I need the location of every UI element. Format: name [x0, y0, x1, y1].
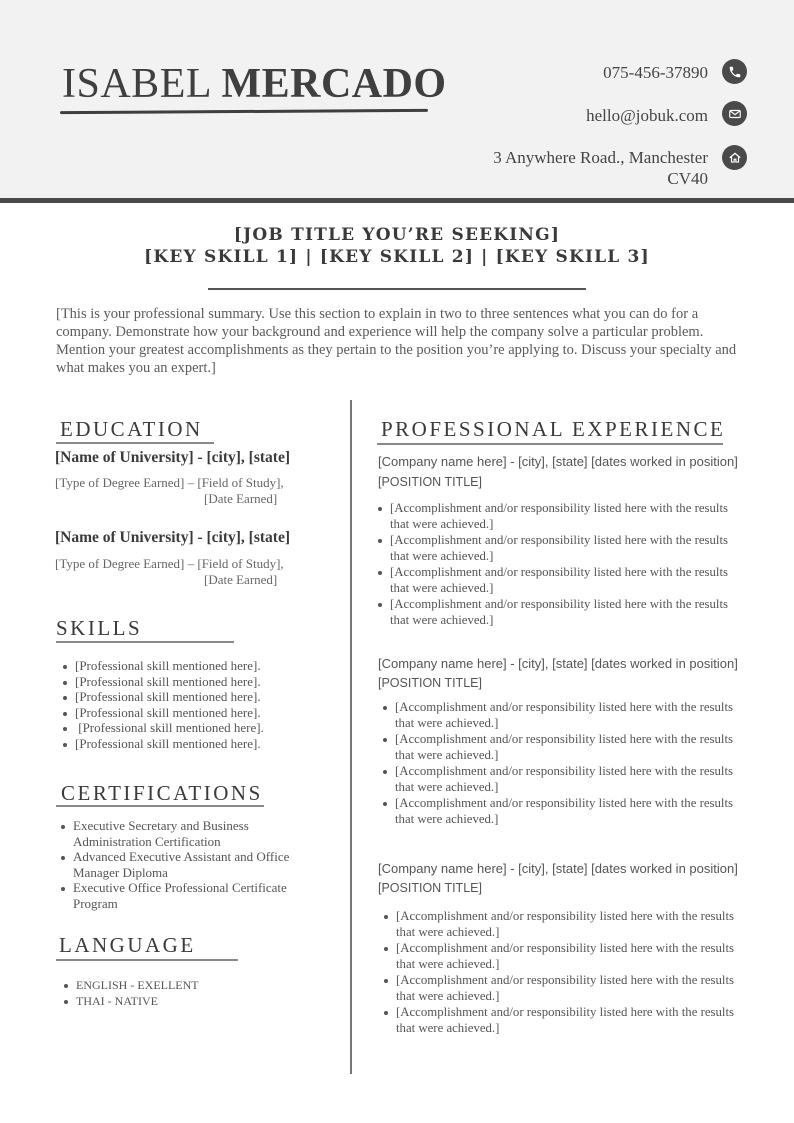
language-list — [61, 977, 311, 1009]
list-item: ENGLISH - EXELLENT — [61, 977, 311, 993]
list-item: [Accomplishment and/or responsibility listed here with the results that were achieved.] — [375, 596, 735, 628]
degree-field-1: [Type of Degree Earned] – [Field of Study], — [55, 475, 284, 490]
list-item: THAI - NATIVE — [61, 993, 311, 1009]
experience-heading: PROFESSIONAL EXPERIENCE — [381, 417, 726, 441]
professional-summary: [This is your professional summary. Use this section to explain in two to three sentences what you can do for a company. Demonstrate how your background and experience will help the company solve a particular problem. Mention your greatest accomplishments as they pertain to the position you’re applying to. Discuss your specialty and what makes you an expert.] — [56, 306, 737, 376]
job-1-accomplishments — [375, 500, 735, 628]
education-degree-1 — [55, 475, 284, 507]
postal-address — [493, 147, 708, 189]
certifications-heading-rule — [56, 805, 264, 807]
job-2-position: [POSITION TITLE] — [378, 676, 482, 690]
list-item: [Accomplishment and/or responsibility listed here with the results that were achieved.] — [380, 731, 740, 763]
job-3-accomplishments — [381, 908, 741, 1036]
list-item: Advanced Executive Assistant and Office Manager Diploma — [58, 849, 308, 880]
list-item: [Accomplishment and/or responsibility listed here with the results that were achieved.] — [380, 763, 740, 795]
job-3-company: [Company name here] - [city], [state] [dates worked in position] — [378, 861, 738, 876]
degree-field-2: [Type of Degree Earned] – [Field of Study], — [55, 556, 284, 571]
education-heading: EDUCATION — [60, 417, 203, 441]
job-1-company: [Company name here] - [city], [state] [dates worked in position] — [378, 454, 738, 469]
degree-date-2: [Date Earned] — [204, 572, 278, 587]
candidate-name — [62, 60, 447, 108]
list-item: [Accomplishment and/or responsibility listed here with the results that were achieved.] — [380, 795, 740, 827]
list-item: [Professional skill mentioned here]. — [60, 720, 340, 736]
skills-heading: SKILLS — [56, 616, 143, 640]
job-3-position: [POSITION TITLE] — [378, 881, 482, 895]
phone-icon — [722, 59, 747, 84]
home-icon — [722, 145, 747, 170]
list-item: Executive Office Professional Certificate Program — [58, 880, 308, 911]
job-2-company: [Company name here] - [city], [state] [dates worked in position] — [378, 656, 738, 671]
skills-list — [60, 658, 340, 752]
education-heading-rule — [56, 442, 214, 444]
address-line-1: 3 Anywhere Road., Manchester — [493, 148, 708, 167]
header-divider — [0, 198, 794, 203]
list-item: [Professional skill mentioned here]. — [60, 658, 340, 674]
certifications-list — [58, 818, 308, 912]
education-university-1: [Name of University] - [city], [state] — [55, 449, 290, 466]
language-heading-rule — [56, 959, 238, 961]
language-heading: LANGUAGE — [59, 933, 196, 957]
list-item: [Accomplishment and/or responsibility listed here with the results that were achieved.] — [380, 699, 740, 731]
first-name: ISABEL — [62, 61, 211, 107]
list-item: [Accomplishment and/or responsibility listed here with the results that were achieved.] — [381, 940, 741, 972]
experience-heading-rule — [377, 443, 723, 445]
job-2-accomplishments — [380, 699, 740, 827]
list-item: Executive Secretary and Business Administration Certification — [58, 818, 308, 849]
phone-number: 075-456-37890 — [603, 63, 708, 82]
education-university-2: [Name of University] - [city], [state] — [55, 529, 290, 546]
email-address: hello@jobuk.com — [586, 106, 708, 125]
list-item: [Professional skill mentioned here]. — [60, 674, 340, 690]
list-item: [Professional skill mentioned here]. — [60, 705, 340, 721]
list-item: [Accomplishment and/or responsibility listed here with the results that were achieved.] — [375, 500, 735, 532]
list-item: [Accomplishment and/or responsibility listed here with the results that were achieved.] — [381, 972, 741, 1004]
skills-heading-rule — [56, 641, 234, 643]
education-degree-2 — [55, 556, 284, 588]
key-skills-line: [KEY SKILL 1] | [KEY SKILL 2] | [KEY SKILL 3] — [144, 247, 650, 267]
job-1-position: [POSITION TITLE] — [378, 475, 482, 489]
list-item: [Accomplishment and/or responsibility listed here with the results that were achieved.] — [381, 908, 741, 940]
degree-date-1: [Date Earned] — [204, 491, 278, 506]
list-item: [Accomplishment and/or responsibility listed here with the results that were achieved.] — [375, 532, 735, 564]
list-item: [Professional skill mentioned here]. — [60, 689, 340, 705]
last-name: MERCADO — [221, 61, 447, 107]
title-underline — [208, 288, 586, 290]
certifications-heading: CERTIFICATIONS — [61, 781, 263, 805]
address-line-2: CV40 — [667, 169, 708, 188]
job-title: [JOB TITLE YOU’RE SEEKING] — [233, 225, 561, 245]
mail-icon — [722, 101, 747, 126]
list-item: [Professional skill mentioned here]. — [60, 736, 340, 752]
list-item: [Accomplishment and/or responsibility listed here with the results that were achieved.] — [381, 1004, 741, 1036]
column-divider — [350, 400, 352, 1074]
list-item: [Accomplishment and/or responsibility listed here with the results that were achieved.] — [375, 564, 735, 596]
